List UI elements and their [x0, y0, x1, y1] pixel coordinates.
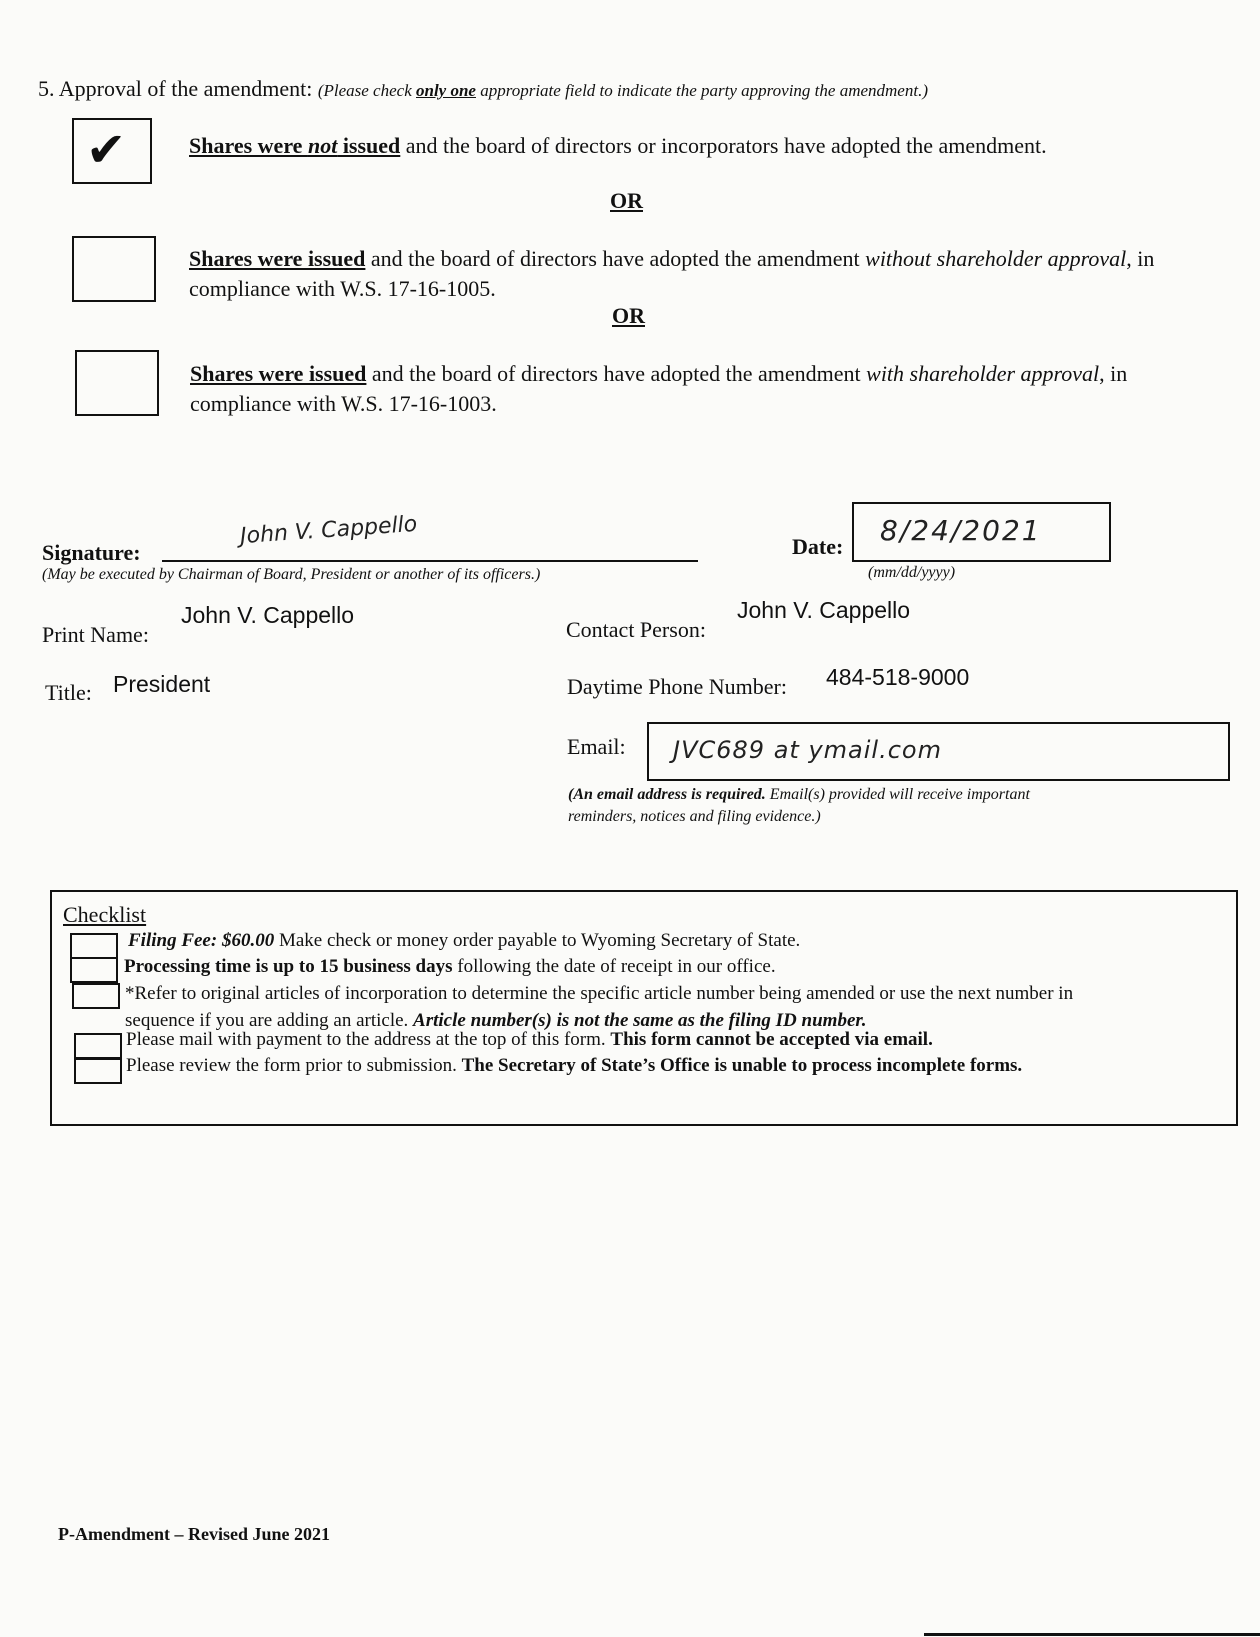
- phone-label: Daytime Phone Number:: [567, 674, 787, 699]
- option-1-lead: Shares were not issued: [189, 133, 401, 158]
- checklist-checkbox-processing[interactable]: [70, 957, 118, 983]
- checklist-checkbox-article[interactable]: [72, 983, 120, 1009]
- phone-value[interactable]: 484-518-9000: [826, 664, 970, 690]
- option-shares-issued-with-approval-text: Shares were issued and the board of directors have adopted the amendment with shareholder approval, in compliance with W.S. 17-16-1003.: [190, 361, 1128, 416]
- signature-line: [162, 560, 698, 562]
- page-edge-line: [924, 1633, 1260, 1636]
- print-name-label: Print Name:: [42, 622, 149, 647]
- section-5-note: (Please check only one appropriate field to indicate the party approving the amendment.): [317, 81, 928, 100]
- check-mark-icon: ✔: [86, 122, 127, 178]
- checklist-title: Checklist: [63, 902, 147, 927]
- signature-handwritten[interactable]: John V. Cappello: [239, 511, 418, 550]
- contact-person-value[interactable]: John V. Cappello: [737, 597, 911, 623]
- email-field[interactable]: JVC689 at ymail.com: [647, 722, 1230, 781]
- email-note: (An email address is required. Email(s) provided will receive important reminders, notices and filing evidence.): [568, 786, 1030, 825]
- checklist-item-article: *Refer to original articles of incorporation to determine the specific article number being amended or use the next number in sequence if you are adding an article. Article number(s) is not the same as the filing ID number.: [125, 983, 1074, 1031]
- checklist-checkbox-mail[interactable]: [74, 1033, 122, 1059]
- or-separator-2: OR: [612, 303, 645, 328]
- shares-issued-with-approval-checkbox[interactable]: [75, 350, 159, 416]
- contact-person-label: Contact Person:: [566, 617, 706, 642]
- shares-not-issued-checkbox[interactable]: [72, 118, 152, 184]
- or-separator-1: OR: [610, 188, 643, 213]
- signature-label: Signature:: [42, 540, 141, 565]
- section-5-title: 5. Approval of the amendment: (Please check only one appropriate field to indicate the party approving the amendment.): [38, 76, 928, 101]
- title-label: Title:: [45, 680, 92, 705]
- date-label: Date:: [792, 534, 844, 559]
- shares-issued-without-approval-checkbox[interactable]: [72, 236, 156, 302]
- print-name-value[interactable]: John V. Cappello: [181, 602, 355, 628]
- checklist-item-review: Please review the form prior to submission. The Secretary of State’s Office is unable to process incomplete forms.: [126, 1055, 1023, 1076]
- date-format-hint: (mm/dd/yyyy): [868, 564, 956, 581]
- checklist-item-mail: Please mail with payment to the address at the top of this form. This form cannot be accepted via email.: [126, 1029, 933, 1050]
- option-shares-not-issued-text: Shares were not issued and the board of directors or incorporators have adopted the amendment.: [189, 133, 1047, 158]
- date-field[interactable]: 8/24/2021: [852, 502, 1111, 562]
- title-value[interactable]: President: [113, 671, 211, 697]
- form-revision-footer: P-Amendment – Revised June 2021: [58, 1524, 330, 1544]
- checklist-item-fee: Filing Fee: $60.00 Make check or money order payable to Wyoming Secretary of State.: [128, 930, 801, 951]
- checklist-checkbox-fee[interactable]: [70, 933, 118, 959]
- signature-note: (May be executed by Chairman of Board, President or another of its officers.): [42, 566, 541, 583]
- email-label: Email:: [567, 734, 626, 759]
- checklist-checkbox-review[interactable]: [74, 1058, 122, 1084]
- option-shares-issued-without-approval-text: Shares were issued and the board of directors have adopted the amendment without shareholder approval, in compliance with W.S. 17-16-1005.: [189, 246, 1155, 301]
- checklist-item-processing: Processing time is up to 15 business days following the date of receipt in our office.: [124, 956, 776, 977]
